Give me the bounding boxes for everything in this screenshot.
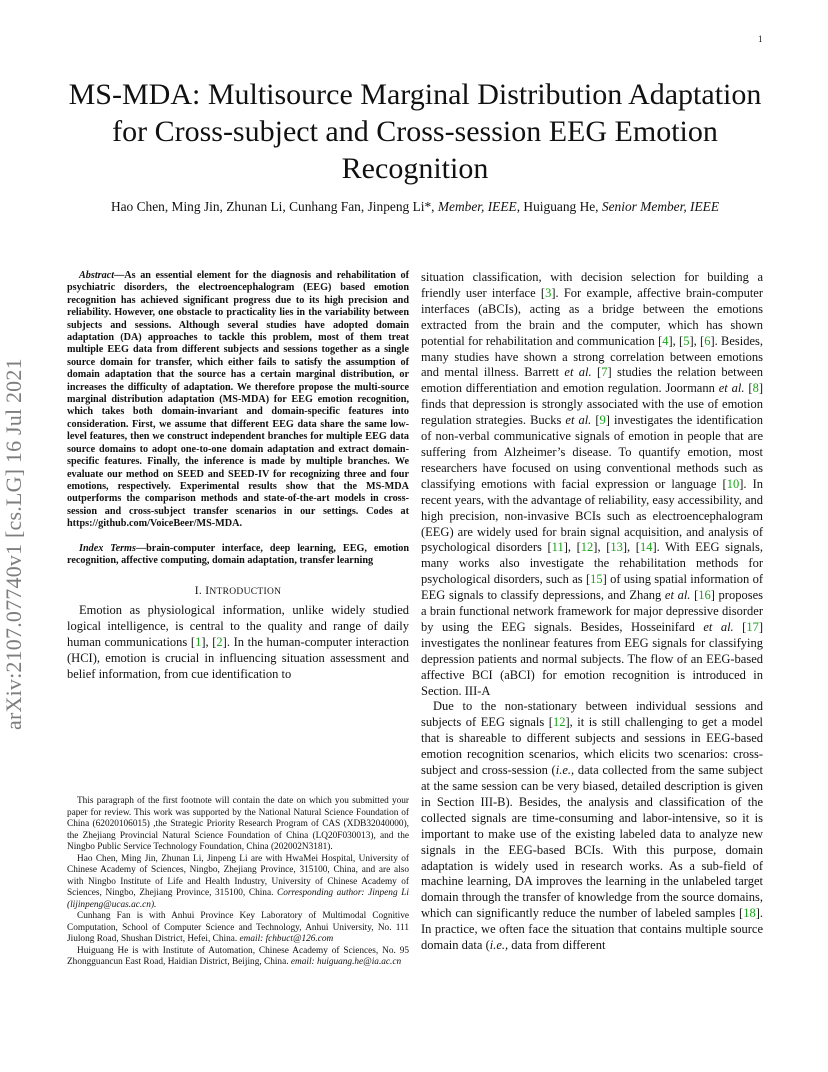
index-terms — [67, 543, 409, 568]
citation-link[interactable]: 7 — [601, 365, 608, 380]
text-run: ] proposes a brain functional network framework for major depressive disorder by using the EEG signals. Besides, Hosseinifard — [421, 588, 764, 634]
text-run: [ — [690, 588, 699, 603]
text-run: ], [ — [593, 540, 611, 555]
footnote-affiliation — [67, 946, 409, 969]
text-run: ]. In practice, we often face the situation that contains multiple source domain data ( — [421, 906, 763, 953]
text-run: ]. With EEG signals, many works also investigate the rehabilitation methods for psychological disorders, such as [ — [421, 540, 764, 587]
text-run: ] finds that depression is strongly associated with the use of emotion regulation strategies. Bucks — [421, 381, 763, 428]
citation-link[interactable]: 4 — [662, 333, 669, 348]
author-names: Hao Chen, Ming Jin, Zhunan Li, Cunhang Fan, Jinpeng Li*, — [110, 199, 435, 214]
author-email: email: fchbuct@126.com — [239, 934, 334, 944]
citation-link[interactable]: 18 — [743, 906, 756, 921]
left-column — [67, 270, 409, 683]
text-run: i.e., — [489, 938, 509, 953]
arxiv-identifier-stamp: arXiv:2107.07740v1 [cs.LG] 16 Jul 2021 — [1, 358, 26, 730]
text-run: ], [ — [689, 333, 705, 348]
text-run: ], [ — [668, 333, 684, 348]
citation-link[interactable]: 5 — [683, 333, 690, 348]
text-run: Hao Chen, Ming Jin, Zhunan Li, Jinpeng Li are with HwaMei Hospital, University of Chinese Academy of Sciences, Ningbo, Zhejiang Province, 315100, China, and are also with Ningbo Institute of Life and Health Industry, University of Chinese Academy of Sciences, Ningbo, Zhejiang Province, 315100, China. — [67, 853, 409, 898]
text-run: [ — [591, 365, 602, 380]
footnote-affiliation — [67, 854, 409, 912]
text-run: et al. — [565, 413, 592, 428]
text-run: Emotion as physiological information, unlike widely studied logical intelligence, is central to the quality and range of daily human communications [ — [67, 603, 409, 650]
text-run: data collected from the same subject at the same session can be very biased, detailed description is given in Section III-B). Besides, the analysis and classification of the collected signals are time-consuming and labor-intensive, so it is important to make use of the existing labeled data to analyze new signals in the EEG-based BCIs. With this purpose, domain adaptation is widely used in research works. As a sub-field of machine learning, DA improves the learning in the unlabeled target domain through the transfer of knowledge from the source domains, which can significantly reduce the number of labeled samples [ — [421, 763, 764, 921]
text-run: [ — [591, 413, 600, 428]
citation-link[interactable]: 11 — [551, 540, 564, 555]
citation-link[interactable]: 15 — [590, 572, 603, 587]
text-run: Due to the non-stationary between individual sessions and subjects of EEG signals [ — [421, 699, 763, 730]
citation-link[interactable]: 16 — [698, 588, 711, 603]
text-run: [ — [744, 381, 753, 396]
text-run: Huiguang He is with Institute of Automation, Chinese Academy of Sciences, No. 95 Zhongguancun East Road, Haidian District, Beijing, China. — [67, 945, 409, 967]
footnote-funding: This paragraph of the first footnote will contain the date on which you submitted your paper for review. This work was supported by the National Natural Science Foundation of China (62020106015) ,the Strategic Priority Research Program of CAS (XDB32040000), the Zhejiang Provincial Natural Science Foundation of China (LQ20F030013), and the Ningbo Public Service Technology Foundation, China (202002N3181). — [67, 796, 409, 852]
text-run: ], [ — [563, 540, 581, 555]
citation-link[interactable]: 17 — [746, 619, 759, 634]
text-run: ]. Besides, many studies have shown a strong correlation between emotions and mental illness. Barrett — [421, 333, 763, 380]
text-run: et al. — [664, 588, 691, 603]
text-run: situation classification, with decision selection for building a friendly user interface [ — [421, 270, 763, 300]
text-run: [ — [733, 619, 747, 634]
section-numeral: I. — [194, 585, 203, 598]
citation-link[interactable]: 9 — [599, 413, 606, 428]
author-role: Member, IEEE — [437, 199, 517, 214]
intro-paragraph — [67, 603, 409, 683]
citation-link[interactable]: 8 — [752, 381, 759, 396]
text-run: data from different — [508, 938, 606, 953]
citation-link[interactable]: 14 — [639, 540, 653, 555]
abstract-heading: Abstract — [79, 270, 115, 281]
corresponding-author: Corresponding author: Jinpeng Li (lijinpeng@ucas.ac.cn). — [67, 888, 409, 910]
index-terms-heading: Index Terms — [79, 542, 136, 554]
page-number: 1 — [758, 34, 763, 44]
citation-link[interactable]: 12 — [552, 715, 566, 730]
citation-link[interactable]: 13 — [610, 540, 623, 555]
citation-link[interactable]: 1 — [195, 635, 202, 650]
section-title-rest: NTRODUCTION — [209, 587, 282, 598]
author-names: , Huiguang He, — [516, 199, 599, 214]
citation-link[interactable]: 12 — [580, 540, 594, 555]
text-run: et al. — [718, 381, 745, 396]
text-run: ]. In the human-computer interaction (HCI), emotion is crucial in influencing situation assessment and belief information, from cue identification to — [67, 635, 410, 681]
footnote-affiliation — [67, 911, 409, 946]
text-run: ] of using spatial information of EEG signals to classify depressions, and Zhang — [421, 572, 763, 603]
abstract — [67, 270, 409, 531]
author-list — [40, 199, 790, 215]
intro-paragraph — [421, 699, 763, 954]
citation-link[interactable]: 6 — [704, 333, 711, 348]
text-run: ] investigates the nonlinear features from EEG signals for classifying depression patients and normal subjects. The flow of an EEG-based affective BCI (aBCI) for emotion recognition is introduced in Section. III-A — [421, 619, 763, 698]
text-run: et al. — [703, 619, 734, 634]
text-run: ] investigates the identification of non-verbal communicative signals of emotion in people that are suffering from Alzheimer’s disease. To quantify emotion, most researchers have focused on using conventional methods such as classifying emotions with facial expression or language [ — [421, 413, 764, 491]
author-email: email: huiguang.he@ia.ac.cn — [290, 957, 402, 967]
text-run: ]. For example, affective brain-computer interfaces (aBCIs), acting as a bridge between the emotions extracted from the brain and the computer, which has shown potential for rehabilitation and communication [ — [421, 285, 764, 348]
citation-link[interactable]: 10 — [726, 476, 740, 491]
text-run: ]. In recent years, with the advantage of reliability, easy accessibility, and high precision, non-invasive BCIs such as electroencephalogram (EEG) are widely used for brain signal acquisition, and analysis of psychological disorders [ — [421, 476, 764, 555]
text-run: i.e., — [555, 763, 575, 778]
right-column — [421, 270, 763, 954]
section-title-initial: I — [205, 585, 210, 598]
text-run: ], [ — [201, 635, 217, 650]
abstract-text: —As an essential element for the diagnosis and rehabilitation of psychiatric disorders, the electroencephalogram (EEG) based emotion recognition has achieved significant progress due to its high precision and reliability. However, one obstacle to practicality lies in the variability between subjects and sessions. Although several studies have adopted domain adaptation (DA) approaches to tackle this problem, most of them treat multiple EEG data from different subjects and sessions together as a single source domain for transfer, which either fails to satisfy the assumption of domain adaptation that the source has a certain marginal distribution, or increases the difficulty of adaptation. We therefore propose the multi-source marginal distribution adaptation (MS-MDA) for EEG emotion recognition, which takes both domain-invariant and domain-specific features into consideration. First, we assume that different EEG data share the same low-level features, then we construct independent branches for multiple EEG data source domains to adopt one-to-one domain adaptation and extract domain-specific features. Finally, the inference is made by multiple branches. We evaluate our method on SEED and SEED-IV for recognizing three and four emotions, respectively. Experimental results show that the MS-MDA outperforms the comparison methods and state-of-the-art models in cross-session and cross-subject transfer scenarios in our settings. Codes at https://github.com/VoiceBeer/MS-MDA. — [67, 270, 409, 530]
text-run: et al. — [564, 365, 592, 380]
text-run: Cunhang Fan is with Anhui Province Key Laboratory of Multimodal Cognitive Computation, School of Computer Science and Technology, Anhui University, No. 111 Jiulong Road, Shushan District, Hefei, China. — [67, 911, 409, 944]
footnotes — [67, 796, 409, 969]
author-role: Senior Member, IEEE — [601, 199, 720, 214]
section-heading-introduction — [67, 585, 409, 597]
index-terms-text: —brain-computer interface, deep learning, EEG, emotion recognition, affective computing, domain adaptation, transfer learning — [67, 542, 409, 566]
text-run: ], [ — [622, 540, 640, 555]
intro-paragraph — [421, 270, 763, 699]
citation-link[interactable]: 2 — [216, 635, 223, 650]
text-run: ], it is still challenging to get a model that is shareable to different subjects and sessions in EEG-based emotion recognition scenarios, which elicits two scenarios: cross-subject and cross-session ( — [421, 715, 763, 778]
paper-title: MS-MDA: Multisource Marginal Distribution Adaptation for Cross-subject and Cross-session EEG Emotion Recognition — [68, 78, 762, 185]
citation-link[interactable]: 3 — [545, 285, 552, 300]
text-run: ] studies the relation between emotion differentiation and emotion regulation. Joormann — [421, 365, 763, 396]
